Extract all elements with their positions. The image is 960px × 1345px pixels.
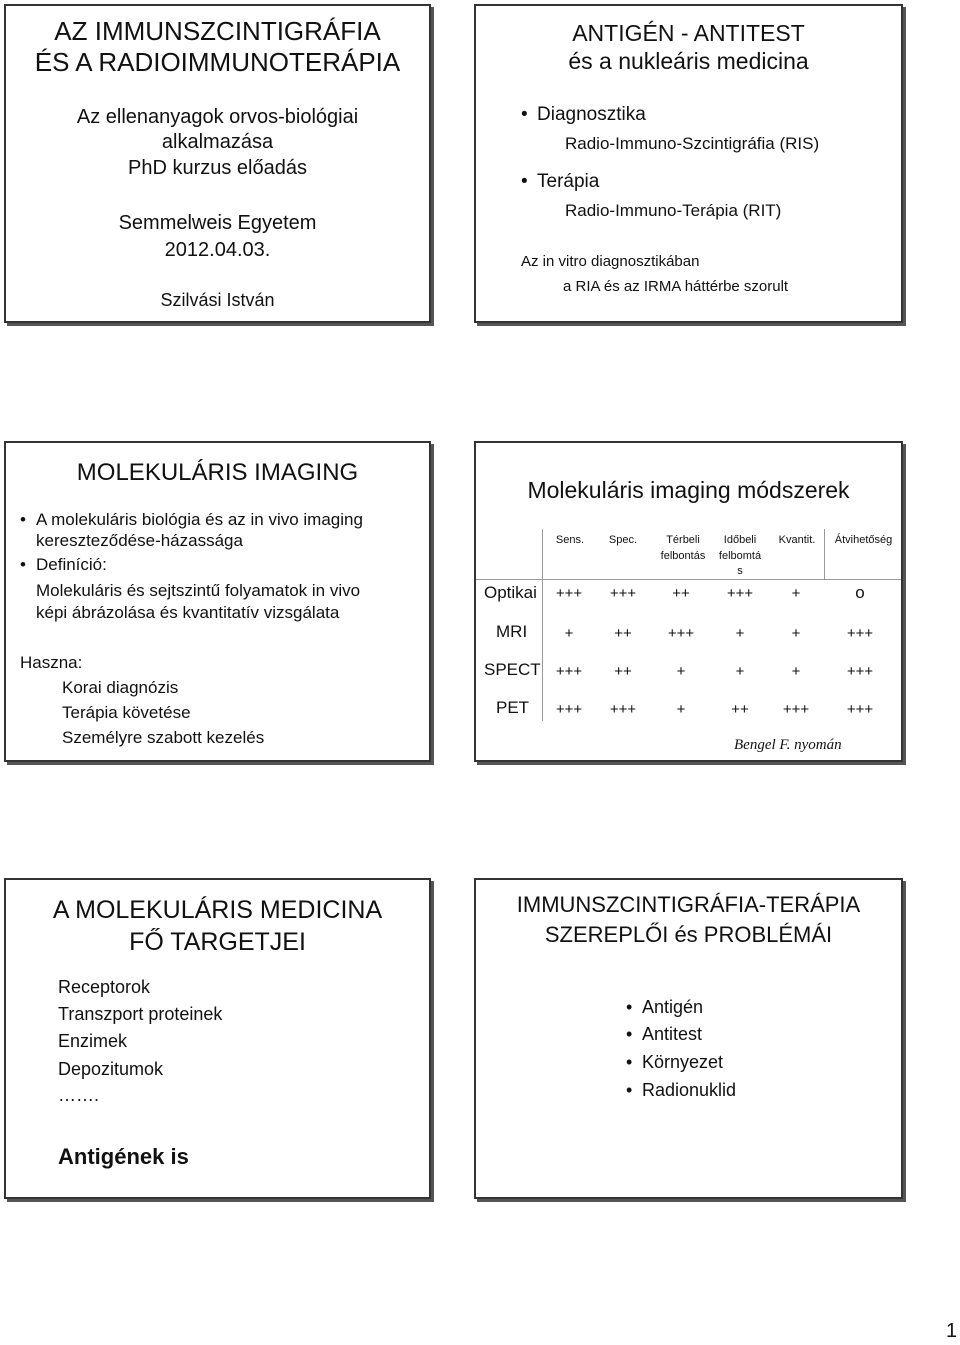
- list-item: • Környezet: [642, 1052, 723, 1073]
- table-cell: +++: [555, 663, 583, 680]
- list-item: Transzport proteinek: [58, 1004, 223, 1024]
- list-item: Korai diagnózis: [62, 678, 179, 697]
- table-cell: +++: [555, 701, 583, 718]
- slide-5-title-line-1: A MOLEKULÁRIS MEDICINA: [52, 896, 383, 924]
- table-cell: +: [791, 663, 801, 680]
- slide-1-subtitle-line-2: alkalmazása: [161, 131, 274, 153]
- slide-1-subtitle-line-1: Az ellenanyagok orvos-biológiai: [76, 106, 359, 128]
- slide-1-author: Szilvási István: [160, 290, 275, 310]
- table-cell: o: [855, 583, 865, 602]
- slide-2-title-line-2: és a nukleáris medicina: [568, 48, 809, 74]
- table-cell: +++: [667, 625, 695, 642]
- table-row-label-optikai: Optikai: [484, 583, 537, 602]
- slide-3-bullet-1-line-1: • A molekuláris biológia és az in vivo imaging: [36, 510, 363, 530]
- slide-2-note-line-1: Az in vitro diagnosztikában: [521, 253, 700, 270]
- slide-2-bullet-diagnosztika: • Diagnosztika: [537, 104, 646, 126]
- table-header-idobeli-2: felbomtá: [718, 550, 762, 562]
- table-cell: +++: [782, 701, 810, 718]
- slide-3-title: MOLEKULÁRIS IMAGING: [76, 459, 359, 486]
- table-cell: +++: [555, 585, 583, 602]
- slide-3-haszna: Haszna:: [20, 653, 83, 672]
- table-cell: +: [791, 625, 801, 642]
- table-row-label-spect: SPECT: [484, 660, 541, 679]
- list-item: • Antigén: [642, 997, 703, 1018]
- list-item: …….: [58, 1085, 100, 1105]
- list-item: Személyre szabott kezelés: [62, 728, 265, 747]
- slide-2-bullet-terapia: • Terápia: [537, 171, 599, 193]
- slide-4-title: Molekuláris imaging módszerek: [527, 477, 850, 503]
- table-cell: +++: [609, 585, 637, 602]
- slide-3-bullet-definicio: • Definíció:: [36, 555, 107, 575]
- slide-2-sub-rit: Radio-Immuno-Terápia (RIT): [565, 201, 782, 220]
- slide-1-date: 2012.04.03.: [164, 239, 271, 261]
- slide-5-title-line-2: FŐ TARGETJEI: [129, 928, 306, 956]
- list-item: Depozitumok: [58, 1059, 164, 1079]
- table-cell: +++: [846, 625, 874, 642]
- table-row-label-mri: MRI: [496, 622, 528, 641]
- slide-5: [4, 878, 431, 1199]
- table-header-terbeli-2: felbontás: [660, 550, 706, 562]
- slide-5-bold-text: Antigének is: [58, 1144, 189, 1169]
- table-cell: +++: [846, 663, 874, 680]
- list-item: Terápia követése: [62, 703, 191, 722]
- table-cell: +: [676, 701, 686, 718]
- table-cell: ++: [731, 701, 749, 718]
- slide-3-definition-line-2: képi ábrázolása és kvantitatív vizsgálata: [36, 603, 340, 622]
- slide-2-sub-ris: Radio-Immuno-Szcintigráfia (RIS): [565, 134, 820, 153]
- slide-6-title-line-2: SZEREPLŐI és PROBLÉMÁI: [544, 922, 833, 947]
- page-number: 1: [946, 1320, 958, 1342]
- table-header-idobeli-1: Időbeli: [723, 534, 757, 546]
- table-cell: ++: [614, 625, 632, 642]
- table-header-idobeli-3: s: [737, 565, 743, 577]
- slide-3: [4, 441, 431, 762]
- list-item: Receptorok: [58, 977, 151, 997]
- list-item: Enzimek: [58, 1031, 128, 1051]
- slide-4-source: Bengel F. nyomán: [734, 737, 842, 753]
- table-header-terbeli-1: Térbeli: [666, 534, 700, 546]
- table-header-kvantit: Kvantit.: [778, 534, 816, 546]
- table-cell: +: [676, 663, 686, 680]
- slide-3-definition-line-1: Molekuláris és sejtszintű folyamatok in vivo: [36, 581, 361, 600]
- slide-1: [4, 4, 431, 323]
- table-header-spec: Spec.: [608, 534, 638, 546]
- table-cell: +: [791, 585, 801, 602]
- slide-6: [474, 878, 903, 1199]
- slide-3-bullet-1-line-2: kereszteződése-házassága: [36, 531, 243, 550]
- list-item: • Radionuklid: [642, 1080, 736, 1101]
- table-cell: ++: [672, 585, 690, 602]
- table-cell: ++: [614, 663, 632, 680]
- table-cell: +: [735, 625, 745, 642]
- slide-2-note-line-2: a RIA és az IRMA háttérbe szorult: [563, 278, 789, 295]
- slide-1-title-line-2: ÉS A RADIOIMMUNOTERÁPIA: [34, 47, 401, 77]
- slide-1-subtitle-line-3: PhD kurzus előadás: [128, 157, 307, 179]
- methods-table: [476, 443, 901, 760]
- slide-6-title-line-1: IMMUNSZCINTIGRÁFIA-TERÁPIA: [516, 892, 861, 917]
- table-cell: +++: [846, 701, 874, 718]
- table-cell: +: [735, 663, 745, 680]
- slide-4: [474, 441, 903, 762]
- table-cell: +++: [726, 585, 754, 602]
- table-cell: +: [564, 625, 574, 642]
- slide-2-title-line-1: ANTIGÉN - ANTITEST: [572, 20, 805, 46]
- table-header-sens: Sens.: [555, 534, 585, 546]
- table-row-label-pet: PET: [496, 698, 530, 717]
- table-cell: +++: [609, 701, 637, 718]
- slide-1-institution: Semmelweis Egyetem: [118, 212, 317, 234]
- slide-1-title-line-1: AZ IMMUNSZCINTIGRÁFIA: [54, 16, 381, 46]
- list-item: • Antitest: [642, 1024, 702, 1045]
- table-header-atvihetoseg: Átvihetőség: [834, 534, 893, 546]
- slide-2: [474, 4, 903, 323]
